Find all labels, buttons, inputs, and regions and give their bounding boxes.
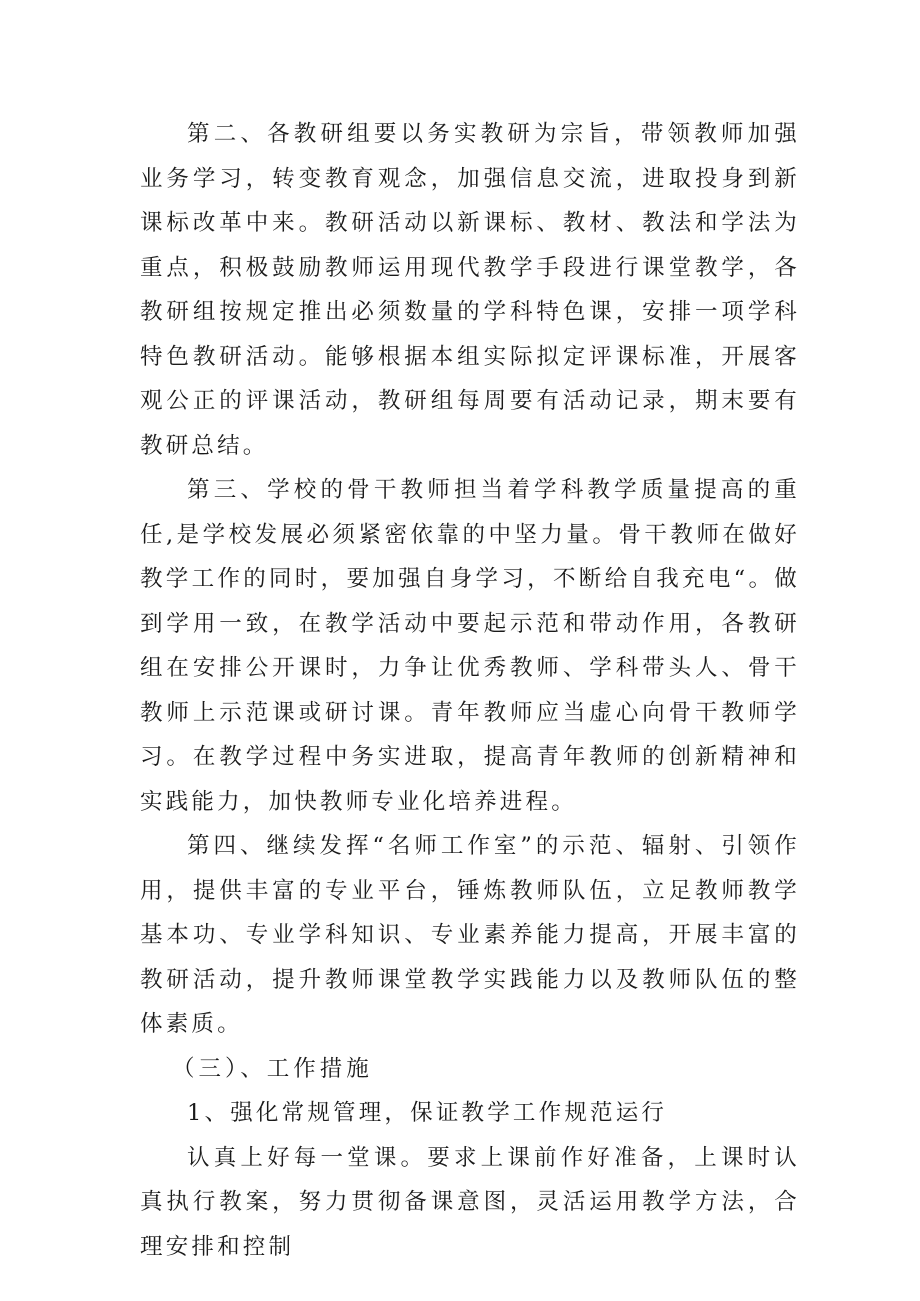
paragraph-fourth: 第四、继续发挥“名师工作室”的示范、辐射、引领作用，提供丰富的专业平台，锤炼教师队伍，立足教师教学基本功、专业学科知识、专业素养能力提高，开展丰富的教研活动，提升教师课堂教学实践能力以及教师队伍的整体素质。 [140, 833, 800, 1037]
paragraph-second: 第二、各教研组要以务实教研为宗旨，带领教师加强业务学习，转变教育观念，加强信息交流，进取投身到新课标改革中来。教研活动以新课标、教材、教法和学法为重点，积极鼓励教师运用现代教学手段进行课堂教学，各教研组按规定推出必须数量的学科特色课，安排一项学科特色教研活动。能够根据本组实际拟定评课标准，开展客观公正的评课活动，教研组每周要有活动记录，期末要有教研总结。 [140, 121, 800, 459]
section-heading: （三）、工作措施 [172, 1055, 373, 1082]
document-body [140, 112, 800, 1269]
paragraph-third: 第三、学校的骨干教师担当着学科教学质量提高的重任,是学校发展必须紧密依靠的中坚力量。骨干教师在做好教学工作的同时，要加强自身学习，不断给自我充电“。做到学用一致，在教学活动中要起示范和带动作用，各教研组在安排公开课时，力争让优秀教师、学科带头人、骨干教师上示范课或研讨课。青年教师应当虚心向骨干教师学习。在教学过程中务实进取，提高青年教师的创新精神和实践能力，加快教师专业化培养进程。 [140, 477, 800, 815]
sub-heading: 1、强化常规管理，保证教学工作规范运行 [187, 1100, 668, 1126]
paragraph-final: 认真上好每一堂课。要求上课前作好准备，上课时认真执行教案，努力贯彻备课意图，灵活运用教学方法，合理安排和控制 [140, 1144, 800, 1260]
